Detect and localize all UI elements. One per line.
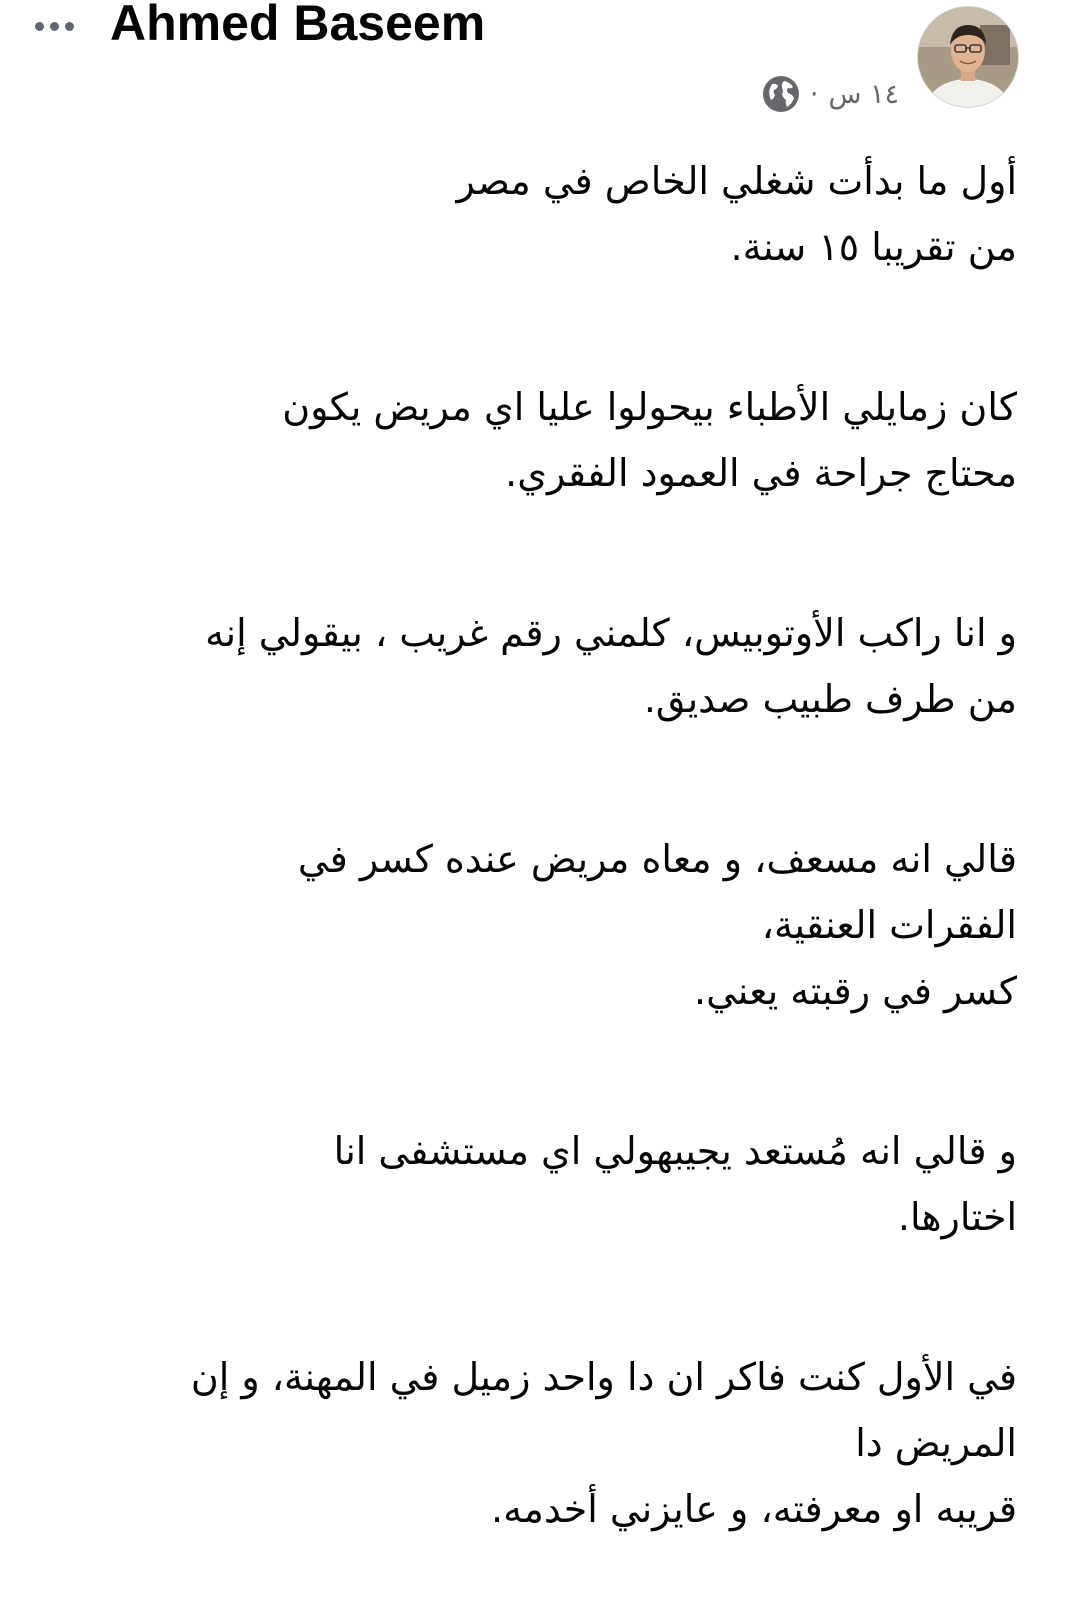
post-text-line: محتاج جراحة في العمود الفقري.	[505, 451, 1017, 495]
post-body	[27, 148, 1017, 1542]
avatar-image	[918, 7, 1018, 107]
post-header	[0, 0, 1071, 120]
more-dots-icon	[35, 22, 44, 31]
post-paragraph	[27, 826, 1017, 1024]
post-text-line: المريض دا	[855, 1421, 1017, 1465]
post-paragraph	[27, 374, 1017, 506]
globe-icon[interactable]	[762, 75, 800, 113]
author-name[interactable]: Ahmed Baseem	[110, 0, 486, 51]
post-paragraph	[27, 1118, 1017, 1250]
post-time[interactable]: ١٤ س	[828, 78, 899, 110]
post-text-line: الفقرات العنقية،	[761, 903, 1017, 947]
post-text-line: في الأول كنت فاكر ان دا واحد زميل في المهنة، و إن	[190, 1355, 1017, 1399]
more-options-button[interactable]	[24, 8, 84, 44]
meta-separator: ·	[809, 78, 819, 110]
more-dot	[65, 22, 74, 31]
post-text-line: قالي انه مسعف، و معاه مريض عنده كسر في	[297, 837, 1017, 881]
post-text-line: من تقريبا ١٥ سنة.	[730, 225, 1017, 269]
post-text-line: اختارها.	[897, 1195, 1017, 1239]
post-text-line: كان زمايلي الأطباء بيحولوا عليا اي مريض يكون	[282, 385, 1017, 429]
post-text-line: كسر في رقبته يعني.	[694, 969, 1017, 1013]
post-text-line: و قالي انه مُستعد يجيبهولي اي مستشفى انا	[333, 1129, 1017, 1173]
post-paragraph	[27, 600, 1017, 732]
post-text-line: أول ما بدأت شغلي الخاص في مصر	[456, 159, 1017, 203]
avatar[interactable]	[917, 6, 1019, 108]
post-paragraph	[27, 148, 1017, 280]
post-text-line: و انا راكب الأوتوبيس، كلمني رقم غريب ، بيقولي إنه	[205, 611, 1017, 655]
more-dot	[50, 22, 59, 31]
post-paragraph	[27, 1344, 1017, 1542]
post-text-line: من طرف طبيب صديق.	[643, 677, 1017, 721]
post-text-line: قريبه او معرفته، و عايزني أخدمه.	[491, 1487, 1017, 1531]
post-meta	[762, 74, 899, 114]
